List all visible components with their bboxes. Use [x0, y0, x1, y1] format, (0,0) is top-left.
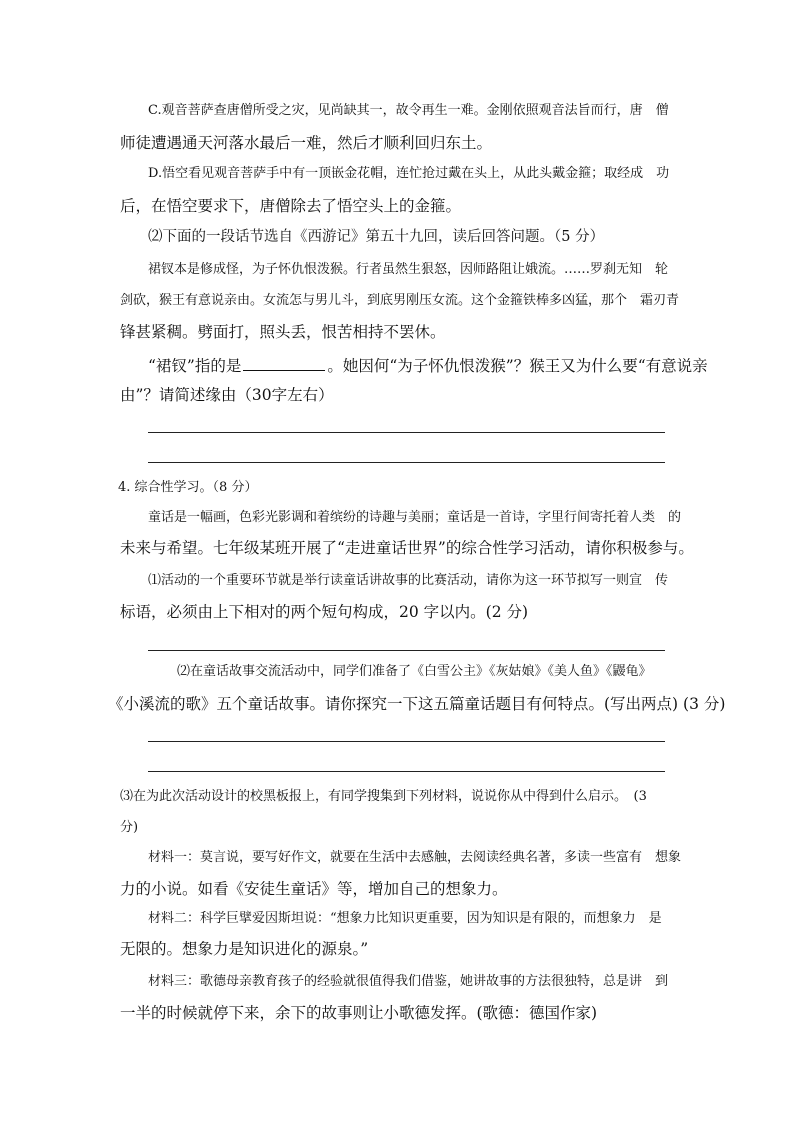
answer-line[interactable] — [148, 462, 665, 463]
material-1-line1: 材料一：莫言说，要写好作文，就要在生活中去感触，去阅读经典名著，多读一些富有 想象 — [148, 850, 682, 865]
section-4-heading: 4. 综合性学习。（8 分） — [118, 480, 258, 495]
material-1-line2: 力的小说。如看《安徒生童话》等，增加自己的想象力。 — [120, 880, 508, 898]
s4-q3-line2: 分) — [120, 820, 139, 835]
answer-line[interactable] — [148, 650, 665, 651]
material-2-line2: 无限的。想象力是知识进化的源泉。” — [120, 940, 369, 958]
q2-question-part-a: “裙钗”指的是 — [148, 357, 242, 375]
q2-prompt: ⑵下面的一段话节选自《西游记》第五十九回，读后回答问题。（5 分） — [148, 229, 605, 245]
s4-q2-line1: ⑵在童话故事交流活动中，同学们准备了《白雪公主》《灰姑娘》《美人鱼》《鼹龟》 — [177, 664, 652, 679]
q2-passage-line2: 剑砍，猴王有意说亲由。女流怎与男儿斗，到底男刚压女流。这个金箍铁棒多凶猛，那个 霜刃青 — [120, 293, 680, 308]
option-d-line1: D.悟空看见观音菩萨手中有一顶嵌金花帽，连忙抢过戴在头上，从此头戴金箍；取经成 功 — [148, 166, 670, 181]
answer-line[interactable] — [148, 432, 665, 433]
q2-question-line1 — [148, 356, 708, 375]
s4-q1-line1: ⑴活动的一个重要环节就是举行读童话讲故事的比赛活动，请你为这一环节拟写一则宣 传 — [148, 573, 669, 588]
q2-question-part-b: 。她因何“为子怀仇恨泼猴”？猴王又为什么要“有意说亲 — [327, 357, 708, 375]
s4-q1-line2: 标语，必须由上下相对的两个短句构成，20 字以内。(2 分) — [120, 603, 529, 621]
option-d-line2: 后，在悟空要求下，唐僧除去了悟空头上的金箍。 — [120, 197, 462, 215]
material-3-line2: 一半的时候就停下来，余下的故事则让小歌德发挥。(歌德：德国作家) — [120, 1004, 598, 1022]
s4-q3-line1: ⑶在为此次活动设计的校黑板报上，有同学搜集到下列材料，说说你从中得到什么启示。 (3 — [120, 789, 647, 804]
q2-passage-line1: 裙钗本是修成怪，为子怀仇恨泼猴。行者虽然生狠怒，因师路阻让娥流。……罗刹无知 轮 — [148, 262, 669, 277]
material-3-line1: 材料三：歌德母亲教育孩子的经验就很值得我们借鉴，她讲故事的方法很独特，总是讲 到 — [148, 974, 669, 989]
answer-line[interactable] — [148, 771, 665, 772]
section-4-intro-line1: 童话是一幅画，色彩光影调和着缤纷的诗趣与美丽；童话是一首诗，字里行间寄托着人类 的 — [148, 510, 682, 525]
answer-line[interactable] — [148, 741, 665, 742]
q2-passage-line3: 锋甚紧稠。劈面打，照头丢，恨苦相持不罢休。 — [120, 323, 446, 341]
option-c-line2: 师徒遭遇通天河落水最后一难，然后才顺利回归东土。 — [120, 134, 493, 152]
material-2-line1: 材料二：科学巨擘爱因斯坦说：“想象力比知识更重要，因为知识是有限的，而想象力 是 — [148, 911, 662, 926]
s4-q2-line2: 《小溪流的歌》五个童话故事。请你探究一下这五篇童话题目有何特点。(写出两点) (3 分) — [108, 695, 726, 713]
q2-question-line2: 由”？请简述缘由（30字左右） — [120, 386, 334, 404]
option-c-line1: C.观音菩萨查唐僧所受之灾，见尚缺其一，故令再生一难。金刚依照观音法旨而行，唐 僧 — [148, 103, 669, 118]
section-4-intro-line2: 未来与希望。七年级某班开展了“走进童话世界”的综合性学习活动，请你积极参与。 — [120, 539, 694, 557]
answer-blank[interactable] — [243, 356, 325, 371]
